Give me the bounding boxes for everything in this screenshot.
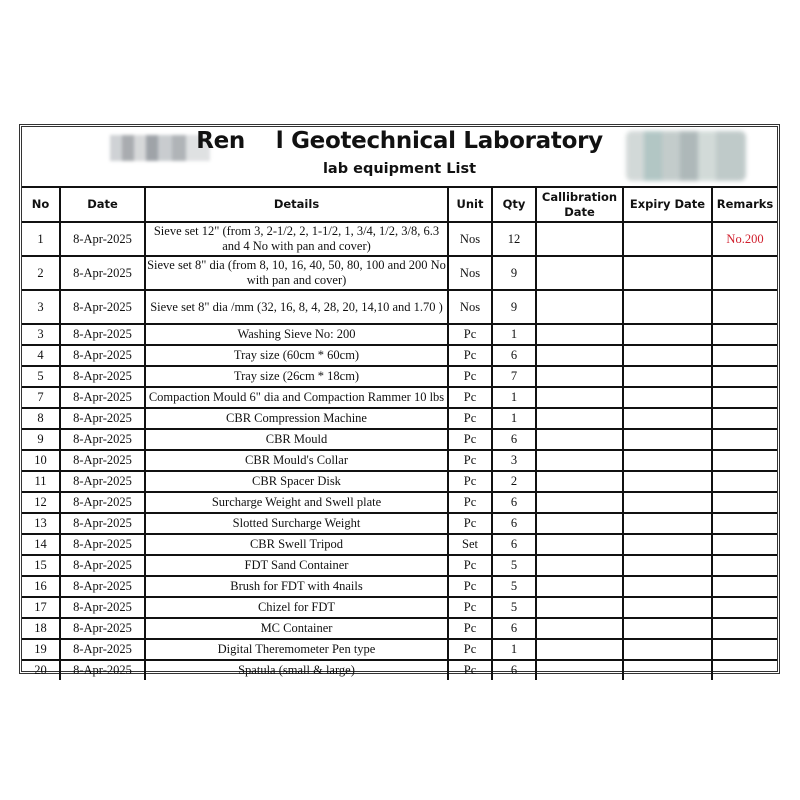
row-remarks	[712, 534, 777, 555]
row-details: Tray size (60cm * 60cm)	[145, 345, 448, 366]
row-date: 8-Apr-2025	[60, 324, 145, 345]
header-expiry-date: Expiry Date	[623, 187, 712, 222]
row-date: 8-Apr-2025	[60, 450, 145, 471]
row-remarks	[712, 639, 777, 660]
title-block	[22, 127, 777, 188]
row-expiry-date	[623, 387, 712, 408]
table-row	[22, 639, 777, 660]
row-remarks	[712, 345, 777, 366]
row-qty: 1	[492, 324, 536, 345]
row-unit: Nos	[448, 222, 492, 256]
row-qty: 6	[492, 429, 536, 450]
row-details: Slotted Surcharge Weight	[145, 513, 448, 534]
row-number: 11	[22, 471, 60, 492]
header-remarks: Remarks	[712, 187, 777, 222]
row-remarks	[712, 513, 777, 534]
row-calibration-date	[536, 324, 623, 345]
table-row	[22, 256, 777, 290]
row-qty: 5	[492, 597, 536, 618]
row-calibration-date	[536, 222, 623, 256]
row-unit: Pc	[448, 471, 492, 492]
row-unit: Pc	[448, 429, 492, 450]
table-row	[22, 387, 777, 408]
row-calibration-date	[536, 576, 623, 597]
row-calibration-date	[536, 618, 623, 639]
row-details: Tray size (26cm * 18cm)	[145, 366, 448, 387]
row-date: 8-Apr-2025	[60, 387, 145, 408]
row-number: 10	[22, 450, 60, 471]
row-number: 8	[22, 408, 60, 429]
row-number: 3	[22, 290, 60, 324]
table-row	[22, 555, 777, 576]
row-qty: 9	[492, 290, 536, 324]
row-date: 8-Apr-2025	[60, 660, 145, 680]
row-calibration-date	[536, 471, 623, 492]
row-expiry-date	[623, 408, 712, 429]
table-row	[22, 366, 777, 387]
row-remarks	[712, 387, 777, 408]
row-remarks	[712, 429, 777, 450]
row-unit: Pc	[448, 387, 492, 408]
row-number: 1	[22, 222, 60, 256]
row-expiry-date	[623, 450, 712, 471]
row-remarks	[712, 492, 777, 513]
row-remarks	[712, 290, 777, 324]
row-date: 8-Apr-2025	[60, 345, 145, 366]
row-expiry-date	[623, 290, 712, 324]
row-date: 8-Apr-2025	[60, 366, 145, 387]
row-unit: Pc	[448, 366, 492, 387]
row-calibration-date	[536, 660, 623, 680]
row-details: Washing Sieve No: 200	[145, 324, 448, 345]
row-remarks	[712, 324, 777, 345]
header-calibration-date: Callibration Date	[536, 187, 623, 222]
row-number: 19	[22, 639, 60, 660]
row-calibration-date	[536, 555, 623, 576]
row-unit: Set	[448, 534, 492, 555]
row-date: 8-Apr-2025	[60, 513, 145, 534]
table-row	[22, 408, 777, 429]
row-details: FDT Sand Container	[145, 555, 448, 576]
header-no: No	[22, 187, 60, 222]
row-unit: Nos	[448, 256, 492, 290]
row-expiry-date	[623, 324, 712, 345]
row-details: Sieve set 8" dia (from 8, 10, 16, 40, 50, 80, 100 and 200 No with pan and cover)	[145, 256, 448, 290]
row-expiry-date	[623, 597, 712, 618]
row-qty: 5	[492, 555, 536, 576]
row-details: CBR Mould	[145, 429, 448, 450]
row-expiry-date	[623, 492, 712, 513]
row-qty: 1	[492, 408, 536, 429]
row-remarks	[712, 576, 777, 597]
row-unit: Pc	[448, 492, 492, 513]
row-number: 13	[22, 513, 60, 534]
header-row	[22, 187, 777, 222]
table-row	[22, 450, 777, 471]
row-calibration-date	[536, 429, 623, 450]
row-qty: 6	[492, 660, 536, 680]
header-qty: Qty	[492, 187, 536, 222]
row-details: Digital Theremometer Pen type	[145, 639, 448, 660]
row-calibration-date	[536, 597, 623, 618]
row-calibration-date	[536, 256, 623, 290]
row-unit: Pc	[448, 324, 492, 345]
row-remarks	[712, 555, 777, 576]
header-unit: Unit	[448, 187, 492, 222]
row-details: Compaction Mould 6" dia and Compaction Rammer 10 lbs	[145, 387, 448, 408]
row-remarks	[712, 408, 777, 429]
row-details: Sieve set 12" (from 3, 2-1/2, 2, 1-1/2, 1, 3/4, 1/2, 3/8, 6.3 and 4 No with pan and cover)	[145, 222, 448, 256]
table-row	[22, 324, 777, 345]
row-expiry-date	[623, 534, 712, 555]
row-unit: Pc	[448, 618, 492, 639]
row-expiry-date	[623, 660, 712, 680]
row-calibration-date	[536, 345, 623, 366]
row-calibration-date	[536, 450, 623, 471]
row-date: 8-Apr-2025	[60, 597, 145, 618]
row-date: 8-Apr-2025	[60, 429, 145, 450]
row-remarks	[712, 366, 777, 387]
row-date: 8-Apr-2025	[60, 408, 145, 429]
row-qty: 9	[492, 256, 536, 290]
row-date: 8-Apr-2025	[60, 534, 145, 555]
row-number: 5	[22, 366, 60, 387]
row-date: 8-Apr-2025	[60, 639, 145, 660]
equipment-sheet	[19, 124, 780, 677]
row-qty: 2	[492, 471, 536, 492]
row-unit: Pc	[448, 576, 492, 597]
document-subtitle: lab equipment List	[322, 161, 477, 177]
row-qty: 3	[492, 450, 536, 471]
row-calibration-date	[536, 639, 623, 660]
row-qty: 12	[492, 222, 536, 256]
row-expiry-date	[623, 639, 712, 660]
row-number: 7	[22, 387, 60, 408]
row-details: CBR Spacer Disk	[145, 471, 448, 492]
row-unit: Pc	[448, 513, 492, 534]
row-number: 4	[22, 345, 60, 366]
row-unit: Pc	[448, 597, 492, 618]
row-calibration-date	[536, 366, 623, 387]
row-number: 16	[22, 576, 60, 597]
table-row	[22, 492, 777, 513]
header-date: Date	[60, 187, 145, 222]
table-row	[22, 429, 777, 450]
row-unit: Pc	[448, 345, 492, 366]
row-remarks	[712, 597, 777, 618]
row-remarks	[712, 450, 777, 471]
row-unit: Pc	[448, 660, 492, 680]
row-date: 8-Apr-2025	[60, 618, 145, 639]
row-calibration-date	[536, 408, 623, 429]
row-unit: Nos	[448, 290, 492, 324]
row-qty: 6	[492, 618, 536, 639]
row-qty: 6	[492, 513, 536, 534]
row-number: 20	[22, 660, 60, 680]
row-qty: 6	[492, 492, 536, 513]
header-details: Details	[145, 187, 448, 222]
row-expiry-date	[623, 366, 712, 387]
row-date: 8-Apr-2025	[60, 471, 145, 492]
table-row	[22, 660, 777, 680]
table-row	[22, 597, 777, 618]
row-qty: 6	[492, 534, 536, 555]
row-details: Spatula (small & large)	[145, 660, 448, 680]
row-unit: Pc	[448, 408, 492, 429]
row-expiry-date	[623, 256, 712, 290]
row-remarks: No.200	[712, 222, 777, 256]
row-remarks	[712, 618, 777, 639]
row-unit: Pc	[448, 555, 492, 576]
row-expiry-date	[623, 345, 712, 366]
equipment-table	[22, 186, 777, 680]
row-calibration-date	[536, 290, 623, 324]
row-expiry-date	[623, 555, 712, 576]
row-qty: 1	[492, 639, 536, 660]
row-expiry-date	[623, 513, 712, 534]
row-qty: 6	[492, 345, 536, 366]
row-details: CBR Mould's Collar	[145, 450, 448, 471]
row-remarks	[712, 256, 777, 290]
table-row	[22, 345, 777, 366]
row-date: 8-Apr-2025	[60, 555, 145, 576]
row-calibration-date	[536, 534, 623, 555]
row-number: 9	[22, 429, 60, 450]
row-number: 15	[22, 555, 60, 576]
table-row	[22, 222, 777, 256]
row-number: 2	[22, 256, 60, 290]
row-date: 8-Apr-2025	[60, 222, 145, 256]
row-calibration-date	[536, 492, 623, 513]
table-row	[22, 513, 777, 534]
row-date: 8-Apr-2025	[60, 256, 145, 290]
row-qty: 7	[492, 366, 536, 387]
row-calibration-date	[536, 513, 623, 534]
row-expiry-date	[623, 429, 712, 450]
row-details: Brush for FDT with 4nails	[145, 576, 448, 597]
row-expiry-date	[623, 222, 712, 256]
table-row	[22, 471, 777, 492]
row-expiry-date	[623, 471, 712, 492]
row-details: Surcharge Weight and Swell plate	[145, 492, 448, 513]
table-row	[22, 290, 777, 324]
row-date: 8-Apr-2025	[60, 576, 145, 597]
row-number: 14	[22, 534, 60, 555]
row-expiry-date	[623, 618, 712, 639]
row-qty: 5	[492, 576, 536, 597]
row-details: CBR Swell Tripod	[145, 534, 448, 555]
table-row	[22, 576, 777, 597]
document-title: Ren l Geotechnical Laboratory	[196, 128, 603, 154]
row-date: 8-Apr-2025	[60, 290, 145, 324]
row-remarks	[712, 471, 777, 492]
row-unit: Pc	[448, 639, 492, 660]
row-number: 18	[22, 618, 60, 639]
row-calibration-date	[536, 387, 623, 408]
redacted-logo-right	[626, 131, 746, 181]
row-expiry-date	[623, 576, 712, 597]
row-remarks	[712, 660, 777, 680]
table-row	[22, 534, 777, 555]
row-number: 17	[22, 597, 60, 618]
row-unit: Pc	[448, 450, 492, 471]
row-number: 3	[22, 324, 60, 345]
row-qty: 1	[492, 387, 536, 408]
row-details: CBR Compression Machine	[145, 408, 448, 429]
row-number: 12	[22, 492, 60, 513]
row-date: 8-Apr-2025	[60, 492, 145, 513]
table-row	[22, 618, 777, 639]
row-details: Chizel for FDT	[145, 597, 448, 618]
row-details: Sieve set 8" dia /mm (32, 16, 8, 4, 28, 20, 14,10 and 1.70 )	[145, 290, 448, 324]
table-body	[22, 222, 777, 680]
row-details: MC Container	[145, 618, 448, 639]
